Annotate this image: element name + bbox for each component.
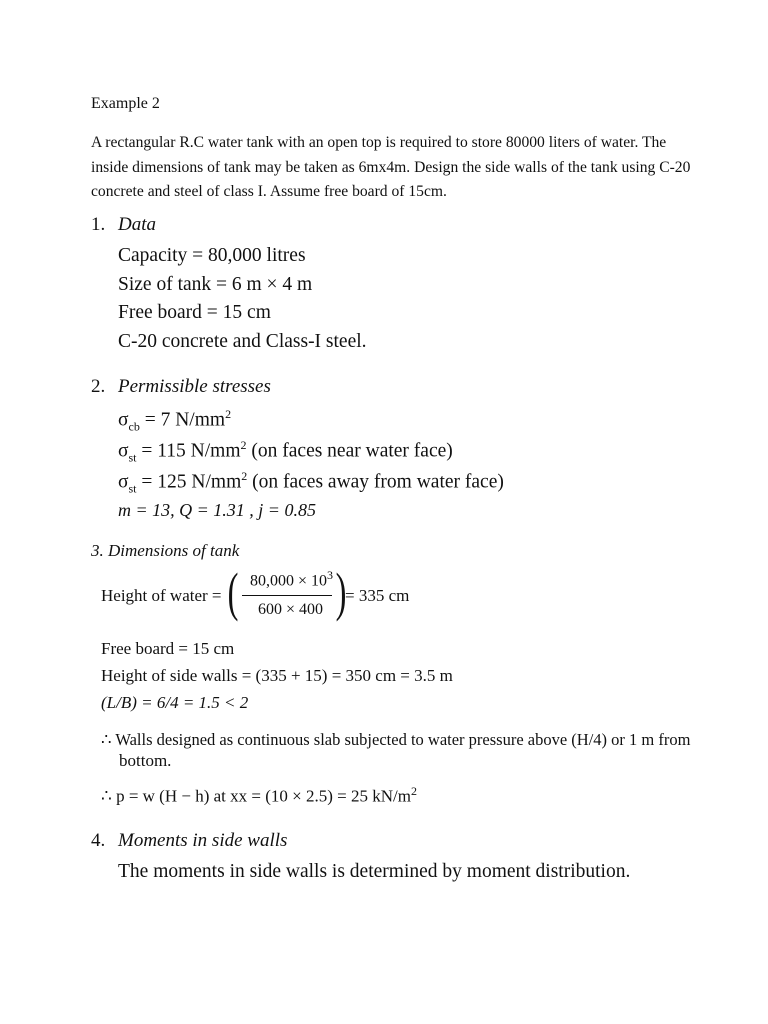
tank-size-line: Size of tank = 6 m × 4 m: [118, 274, 313, 295]
fraction-denominator: 600 × 400: [258, 601, 324, 618]
capacity-line: Capacity = 80,000 litres: [118, 245, 306, 266]
walls-design-line-2: bottom.: [119, 751, 172, 770]
sigma-st-away-symbol: σ: [118, 471, 129, 493]
sigma-st-away-line: [118, 469, 504, 496]
pressure-line: [101, 784, 417, 807]
sigma-st-away-value: = 125 N/mm: [141, 471, 242, 493]
section-1-number: 1.: [91, 214, 106, 235]
pressure-text: ∴ p = w (H − h) at xx = (10 × 2.5) = 25 kN/m: [101, 786, 411, 806]
sigma-cb-value: = 7 N/mm: [144, 409, 226, 431]
sigma-cb-line: [118, 407, 231, 434]
section-1-title: Data: [118, 214, 156, 235]
aspect-ratio: (L/B) = 6/4 = 1.5 < 2: [101, 693, 249, 712]
sigma-st-near-subscript: st: [128, 450, 137, 465]
design-constants-line: m = 13, Q = 1.31 , j = 0.85: [118, 500, 316, 520]
materials-line: C-20 concrete and Class-I steel.: [118, 331, 367, 352]
sigma-st-near-symbol: σ: [118, 440, 129, 462]
sigma-st-away-subscript: st: [128, 481, 137, 496]
height-result: = 335 cm: [345, 586, 410, 605]
sigma-st-near-line: [118, 438, 453, 465]
free-board-line: Free board = 15 cm: [118, 302, 271, 323]
sigma-st-away-exponent: 2: [241, 469, 248, 483]
fraction-numerator: [250, 568, 333, 590]
sigma-cb-exponent: 2: [225, 407, 232, 421]
height-of-water-label: Height of water =: [101, 586, 222, 605]
sigma-st-away-note: (on faces away from water face): [252, 471, 504, 493]
example-heading: Example 2: [91, 95, 160, 112]
pressure-exponent: 2: [410, 784, 417, 798]
section-4-title: Moments in side walls: [118, 830, 288, 851]
section-2-number: 2.: [91, 376, 106, 397]
side-walls-height: Height of side walls = (335 + 15) = 350 cm = 3.5 m: [101, 666, 453, 685]
fraction-bar: [242, 595, 332, 596]
numerator-exponent: 3: [327, 568, 334, 582]
problem-statement: A rectangular R.C water tank with an open top is required to store 80000 liters of water. The inside dimensions of tank may be taken as 6mx4m. Design the side walls of the tank using C-20 concrete and steel of class I. Assume free board of 15cm.: [91, 134, 691, 200]
free-board-dim: Free board = 15 cm: [101, 639, 235, 658]
height-fraction: [227, 562, 347, 626]
sigma-cb-symbol: σ: [118, 409, 129, 431]
sigma-st-near-exponent: 2: [240, 438, 247, 452]
right-parenthesis: ): [335, 562, 347, 622]
section-3-title: 3. Dimensions of tank: [91, 541, 240, 560]
sigma-st-near-value: = 115 N/mm: [141, 440, 241, 462]
sigma-st-near-note: (on faces near water face): [251, 440, 453, 462]
left-parenthesis: (: [227, 562, 239, 622]
moments-text: The moments in side walls is determined by moment distribution.: [118, 861, 631, 882]
numerator-text: 80,000 × 10: [250, 572, 328, 590]
walls-design-line-1: ∴ Walls designed as continuous slab subjected to water pressure above (H/4) or 1 m from: [101, 730, 691, 749]
section-2-title: Permissible stresses: [118, 376, 271, 397]
section-4-number: 4.: [91, 830, 106, 851]
sigma-cb-subscript: cb: [128, 419, 140, 434]
